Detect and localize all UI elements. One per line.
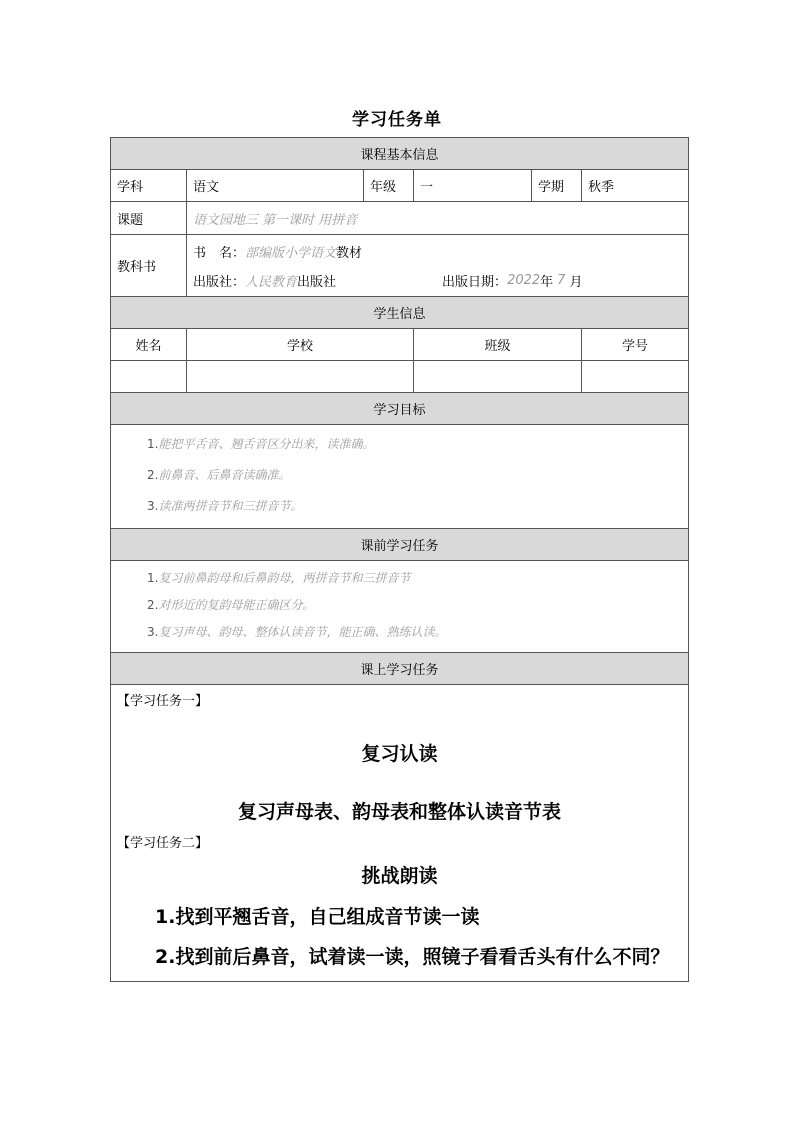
col-header-class: 班级 xyxy=(414,329,582,361)
task1-title: 复习认读 xyxy=(361,743,438,765)
list-item: 2.对形近的复韵母能正确区分。 xyxy=(147,598,315,612)
col-header-name: 姓名 xyxy=(111,329,187,361)
textbook-info xyxy=(187,235,689,297)
goals-list xyxy=(111,425,689,529)
section-header-pre-tasks: 课前学习任务 xyxy=(111,529,689,561)
section-header-class-tasks: 课上学习任务 xyxy=(111,653,689,685)
col-header-school: 学校 xyxy=(187,329,414,361)
document-title: 学习任务单 xyxy=(352,110,442,130)
grade-label: 年级 xyxy=(364,170,414,202)
pubdate-month-unit: 月 xyxy=(569,275,583,290)
subject-value: 语文 xyxy=(187,170,364,202)
book-name-value: 部编版小学语文 xyxy=(245,246,337,261)
publisher-suffix: 出版社 xyxy=(297,275,337,290)
student-id-field[interactable] xyxy=(582,361,689,393)
topic-value: 语文园地三 第一课时 用拼音 xyxy=(187,202,689,235)
task2-item-1: 1.找到平翘舌音，自己组成音节读一读 xyxy=(155,906,480,928)
publisher-value: 人民教育 xyxy=(245,275,298,290)
book-name-suffix: 教材 xyxy=(336,246,363,261)
name-field[interactable] xyxy=(111,361,187,393)
pubdate-year: 2022 xyxy=(507,273,541,288)
col-header-student-id: 学号 xyxy=(582,329,689,361)
task2-item-2: 2.找到前后鼻音，试着读一读，照镜子看看舌头有什么不同？ xyxy=(155,946,670,968)
list-item: 3.读准两拼音节和三拼音节。 xyxy=(147,499,303,513)
book-name-label: 书 名： xyxy=(193,246,246,261)
task1-label: 【学习任务一】 xyxy=(117,694,209,709)
pubdate-label: 出版日期： xyxy=(442,275,508,290)
pre-tasks-list xyxy=(111,561,689,653)
list-item: 2.前鼻音、后鼻音读确准。 xyxy=(147,468,291,482)
task2-title: 挑战朗读 xyxy=(361,865,438,887)
grade-value: 一 xyxy=(414,170,532,202)
term-value: 秋季 xyxy=(582,170,689,202)
class-field[interactable] xyxy=(414,361,582,393)
section-header-student: 学生信息 xyxy=(111,297,689,329)
term-label: 学期 xyxy=(532,170,582,202)
publisher-line xyxy=(193,267,682,295)
task2-label: 【学习任务二】 xyxy=(117,836,209,851)
school-field[interactable] xyxy=(187,361,414,393)
task1-subtitle: 复习声母表、韵母表和整体认读音节表 xyxy=(238,801,562,823)
topic-label: 课题 xyxy=(111,202,187,235)
task-sheet-table xyxy=(110,137,689,982)
list-item: 1.复习前鼻韵母和后鼻韵母，两拼音节和三拼音节 xyxy=(147,571,411,585)
class-tasks-body xyxy=(111,685,689,982)
textbook-label: 教科书 xyxy=(111,235,187,297)
section-header-goals: 学习目标 xyxy=(111,393,689,425)
section-header-basic: 课程基本信息 xyxy=(111,138,689,170)
publisher-label: 出版社： xyxy=(193,275,246,290)
pubdate-year-unit: 年 xyxy=(540,275,554,290)
subject-label: 学科 xyxy=(111,170,187,202)
list-item: 1.能把平舌音、翘舌音区分出来，读准确。 xyxy=(147,437,375,451)
pubdate-month: 7 xyxy=(557,273,566,288)
book-name-line xyxy=(193,237,682,267)
list-item: 3.复习声母、韵母、整体认读音节，能正确、熟练认读。 xyxy=(147,625,447,639)
